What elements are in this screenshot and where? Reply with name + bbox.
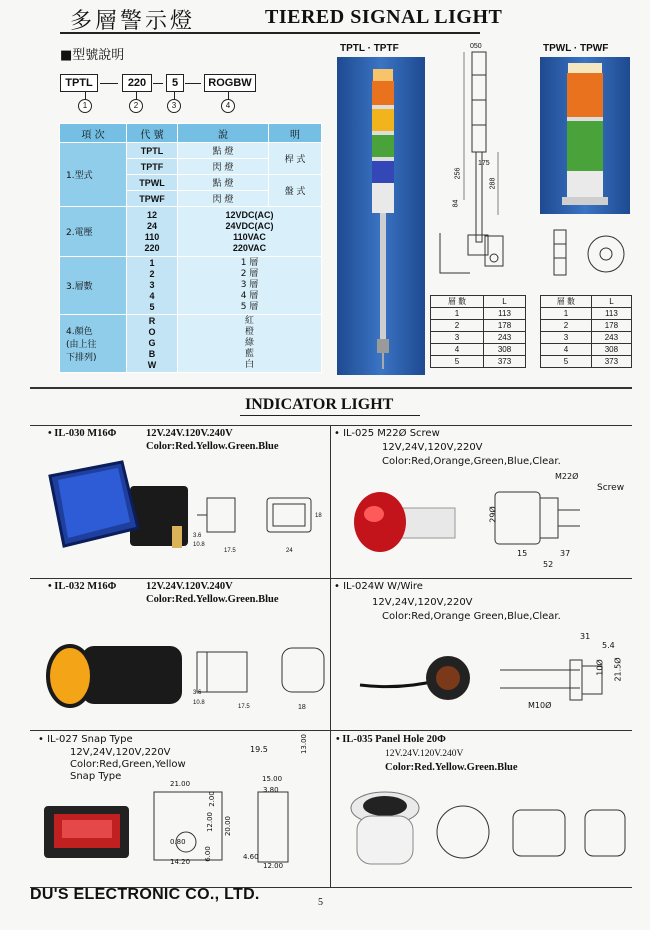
code: TPWL	[127, 175, 178, 191]
desc: 橙	[244, 327, 254, 337]
dim: 6.00	[203, 846, 212, 862]
il030-model: • IL-030 M16Φ	[48, 428, 117, 439]
il025-voltage: 12V,24V,120V,220V	[382, 442, 483, 453]
cell: 3	[431, 332, 484, 344]
dim: Screw	[597, 483, 625, 493]
circle-number: 1	[78, 99, 92, 113]
header: 層 數	[431, 296, 484, 308]
color-descs	[178, 315, 322, 373]
dim: M10Ø	[528, 701, 552, 710]
dim-256: 256	[454, 167, 462, 180]
header: L	[484, 296, 526, 308]
desc: 24VDC(AC)	[225, 220, 274, 231]
code: 24	[146, 220, 157, 231]
code: TPTF	[127, 159, 178, 175]
code: 2	[149, 269, 155, 279]
dim-050: 050	[470, 43, 482, 50]
dim: 14.20	[170, 858, 191, 866]
company-name: DU'S ELECTRONIC CO., LTD.	[30, 886, 260, 903]
desc: 白	[244, 360, 254, 370]
desc: 點 燈	[178, 143, 269, 159]
color-codes	[127, 315, 178, 373]
il025-model: • IL-025 M22Ø Screw	[334, 428, 440, 439]
code: 12	[146, 209, 157, 220]
header-desc: 說	[178, 124, 269, 143]
cell: 1	[431, 308, 484, 320]
dim: 37	[560, 549, 571, 558]
desc: 綠	[244, 338, 254, 348]
il035-color: Color:Red.Yellow.Green.Blue	[385, 762, 518, 773]
group-panel: 盤 式	[269, 175, 322, 207]
code: 3	[149, 280, 155, 290]
dim: 17.5	[224, 548, 236, 554]
dim-84: 84	[452, 199, 460, 208]
dim: 15.00	[262, 775, 283, 783]
indicator-title: INDICATOR LIGHT	[245, 396, 394, 413]
code: 5	[149, 302, 155, 312]
desc: 220VAC	[232, 242, 267, 253]
il030-color: Color:Red.Yellow.Green.Blue	[146, 441, 279, 452]
cell: 2	[541, 320, 592, 332]
dim: 17.5	[238, 704, 250, 710]
dim: 21.00	[170, 780, 191, 788]
cell: 4	[431, 344, 484, 356]
code: TPTL	[127, 143, 178, 159]
il030-voltage: 12V.24V.120V.240V	[146, 428, 233, 439]
cell: 113	[484, 308, 526, 320]
circle-number: 2	[129, 99, 143, 113]
cell: 4	[541, 344, 592, 356]
row-label-type: 1.型式	[60, 143, 127, 207]
l-table-tptl	[430, 295, 526, 368]
dim: 52	[543, 560, 554, 569]
page-title-english: TIERED SIGNAL LIGHT	[265, 6, 503, 28]
code: B	[148, 349, 156, 359]
desc: 閃 燈	[178, 191, 269, 207]
cell: 243	[591, 332, 631, 344]
model-part-voltage: 220	[122, 74, 152, 92]
desc: 閃 燈	[178, 159, 269, 175]
il027-snap: Snap Type	[70, 771, 122, 782]
il027-illustration	[36, 780, 330, 885]
dim: 20.00	[224, 815, 233, 837]
circle-number: 4	[221, 99, 235, 113]
il027-color: Color:Red,Green,Yellow	[70, 759, 186, 770]
il024w-color: Color:Red,Orange Green,Blue,Clear.	[382, 611, 561, 622]
il025-color: Color:Red,Orange,Green,Blue,Clear.	[382, 456, 561, 467]
label-sub: 下排列)	[66, 353, 97, 363]
group-pole: 桿 式	[269, 143, 322, 175]
code: R	[148, 316, 156, 326]
cell: 3	[541, 332, 592, 344]
dim: M22Ø	[555, 472, 579, 481]
cell: 178	[591, 320, 631, 332]
page-number: 5	[318, 897, 323, 908]
header-code: 代 號	[127, 124, 178, 143]
row-label-color	[60, 315, 127, 373]
separator	[153, 83, 163, 84]
tier-codes	[127, 257, 178, 315]
circle-number: 3	[167, 99, 181, 113]
row-label-voltage: 2.電壓	[60, 207, 127, 257]
cell: 5	[541, 356, 592, 368]
spec-table	[59, 123, 322, 373]
grid-line	[30, 425, 632, 426]
il032-color: Color:Red.Yellow.Green.Blue	[146, 594, 279, 605]
il027-model: • IL-027 Snap Type	[38, 734, 133, 745]
model-part-type: TPTL	[60, 74, 98, 92]
dim: 24	[286, 548, 293, 554]
dim: 13.00	[300, 733, 309, 755]
dim: 31	[580, 632, 591, 641]
desc: 4 層	[240, 291, 259, 301]
section-divider	[30, 387, 632, 389]
code: 110	[144, 231, 160, 242]
dim: 2.00	[207, 791, 216, 807]
code: 220	[144, 242, 160, 253]
l-table-tpwl	[540, 295, 632, 368]
il035-model: • IL-035 Panel Hole 20Φ	[336, 734, 446, 745]
code: 1	[149, 258, 155, 268]
dim: 0.80	[170, 838, 186, 846]
tptl-photo	[337, 57, 425, 375]
dim: 12.00	[206, 811, 215, 833]
tpwl-dimension-drawing	[540, 222, 632, 284]
desc: 藍	[244, 349, 254, 359]
code: G	[148, 338, 156, 348]
title-rule	[60, 32, 480, 34]
cell: 308	[591, 344, 631, 356]
desc: 12VDC(AC)	[225, 209, 274, 220]
page-title-chinese: 多層警示燈	[70, 9, 196, 34]
photo-title-tpwl: TPWL · TPWF	[543, 43, 609, 54]
il024w-model: • IL-024W W/Wire	[334, 581, 423, 592]
code: W	[147, 360, 157, 370]
label-sub: (由上往	[66, 340, 97, 350]
header: 層 數	[541, 296, 592, 308]
dim: 10.8	[193, 700, 205, 706]
dim: 15	[517, 549, 528, 558]
cell: 373	[484, 356, 526, 368]
row-label-tiers: 3.層數	[60, 257, 127, 315]
separator	[185, 83, 201, 84]
code: TPWF	[127, 191, 178, 207]
model-part-tiers: 5	[166, 74, 184, 92]
il032-illustration	[42, 618, 332, 723]
cell: 308	[484, 344, 526, 356]
grid-line	[30, 578, 632, 579]
il024w-voltage: 12V,24V,120V,220V	[372, 597, 473, 608]
dim: 10Ø	[595, 659, 605, 676]
cell: 113	[591, 308, 631, 320]
dim: 5.4	[602, 641, 615, 650]
cell: 373	[591, 356, 631, 368]
dim: 3.6	[193, 533, 202, 539]
il032-voltage: 12V.24V.120V.240V	[146, 581, 233, 592]
desc: 3 層	[240, 280, 259, 290]
dim-288: 288	[489, 177, 497, 190]
signal-tower-panel-image	[540, 57, 630, 214]
header-item: 項 次	[60, 124, 127, 143]
cell: 243	[484, 332, 526, 344]
desc: 110VAC	[233, 231, 266, 242]
voltage-descs	[178, 207, 322, 257]
grid-line	[30, 730, 632, 731]
dim: 18	[298, 704, 306, 711]
il032-model: • IL-032 M16Φ	[48, 581, 117, 592]
label: 4.顏色	[66, 327, 93, 337]
il025-illustration	[340, 470, 630, 575]
cell: 5	[431, 356, 484, 368]
photo-title-tptl: TPTL · TPTF	[340, 43, 399, 54]
bracket-drawing	[430, 228, 530, 284]
il024w-illustration	[340, 630, 630, 725]
separator	[100, 83, 118, 84]
il027-voltage: 12V,24V,120V,220V	[70, 747, 171, 758]
dim: 29Ø	[488, 506, 498, 523]
title-underline	[240, 415, 420, 416]
code: 4	[149, 291, 155, 301]
desc: 2 層	[240, 269, 259, 279]
voltage-codes	[127, 207, 178, 257]
dim: 18	[315, 513, 322, 519]
desc: 點 燈	[178, 175, 269, 191]
model-code-heading: ■型號說明	[60, 48, 125, 63]
cell: 2	[431, 320, 484, 332]
header-desc-2: 明	[269, 124, 322, 143]
tier-descs	[178, 257, 322, 315]
dim: 4.60	[243, 853, 259, 861]
il035-illustration	[345, 780, 635, 885]
il035-voltage: 12V.24V.120V.240V	[385, 749, 464, 759]
desc: 紅	[244, 316, 254, 326]
dim: 19.5	[250, 745, 268, 754]
cell: 178	[484, 320, 526, 332]
model-part-colors: ROGBW	[204, 74, 256, 92]
desc: 5 層	[240, 302, 259, 312]
desc: 1 層	[240, 258, 259, 268]
header: L	[591, 296, 631, 308]
il030-illustration	[42, 458, 332, 573]
cell: 1	[541, 308, 592, 320]
dim: 21.5Ø	[613, 657, 623, 682]
dim: 12.00	[263, 862, 284, 870]
dim-175: 175	[478, 160, 490, 167]
dim: 10.8	[193, 542, 205, 548]
signal-tower-pole-image	[337, 57, 425, 375]
dim: 3.6	[193, 690, 202, 696]
dim: 3.80	[263, 786, 279, 794]
code: O	[148, 327, 156, 337]
tpwl-photo	[540, 57, 630, 214]
